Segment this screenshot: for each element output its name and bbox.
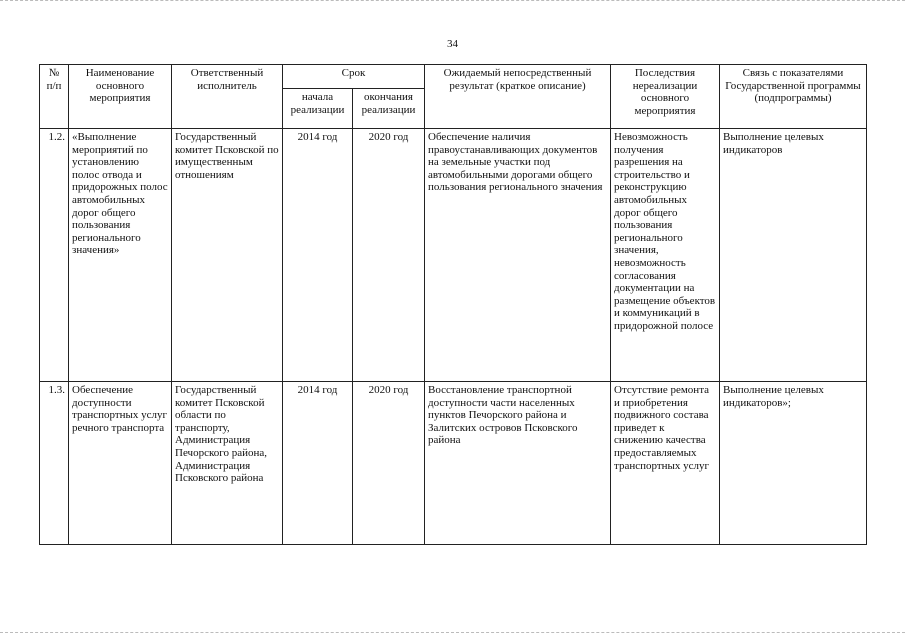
row-consequences: Отсутствие ремонта и приобретения подвижного состава приведет к снижению качества предоставляемых транспортных услуг — [611, 382, 720, 545]
header-term-end: окончания реализации — [353, 89, 425, 129]
row-consequences: Невозможность получения разрешения на строительство и реконструкцию автомобильных дорог общего пользования регионального значения, невозможность согласования документации на размещение объектов и коммуникаций в придорожной полосе — [611, 129, 720, 382]
row-executor: Государственный комитет Псковской по имущественным отношениям — [172, 129, 283, 382]
activities-table — [39, 64, 867, 545]
table-row — [40, 382, 867, 545]
header-term: Срок — [283, 65, 425, 89]
row-end: 2020 год — [353, 382, 425, 545]
row-link: Выполнение целевых индикаторов»; — [720, 382, 867, 545]
row-link: Выполнение целевых индикаторов — [720, 129, 867, 382]
row-result: Восстановление транспортной доступности части населенных пунктов Печорского района и Залитских островов Псковского района — [425, 382, 611, 545]
header-num: № п/п — [40, 65, 69, 129]
row-start: 2014 год — [283, 129, 353, 382]
row-name: «Выполнение мероприятий по установлению полос отвода и придорожных полос автомобильных дорог общего пользования регионального значения» — [69, 129, 172, 382]
header-link: Связь с показателями Государственной программы (подпрограммы) — [720, 65, 867, 129]
row-num: 1.2. — [40, 129, 69, 382]
table-row — [40, 129, 867, 382]
header-executor: Ответственный исполнитель — [172, 65, 283, 129]
header-name: Наименование основного мероприятия — [69, 65, 172, 129]
row-start: 2014 год — [283, 382, 353, 545]
scan-edge-top — [0, 0, 905, 3]
scan-edge-bottom — [0, 632, 905, 635]
row-name: Обеспечение доступности транспортных услуг речного транспорта — [69, 382, 172, 545]
header-result: Ожидаемый непосредственный результат (краткое описание) — [425, 65, 611, 129]
page-number: 34 — [447, 38, 458, 50]
header-term-start: начала реализации — [283, 89, 353, 129]
row-executor: Государственный комитет Псковской области по транспорту, Администрация Печорского района, Администрация Псковского района — [172, 382, 283, 545]
row-num: 1.3. — [40, 382, 69, 545]
row-end: 2020 год — [353, 129, 425, 382]
row-result: Обеспечение наличия правоустанавливающих документов на земельные участки под автомобильными дорогами общего пользования регионального значения — [425, 129, 611, 382]
header-consequences: Последствия нереализации основного мероприятия — [611, 65, 720, 129]
